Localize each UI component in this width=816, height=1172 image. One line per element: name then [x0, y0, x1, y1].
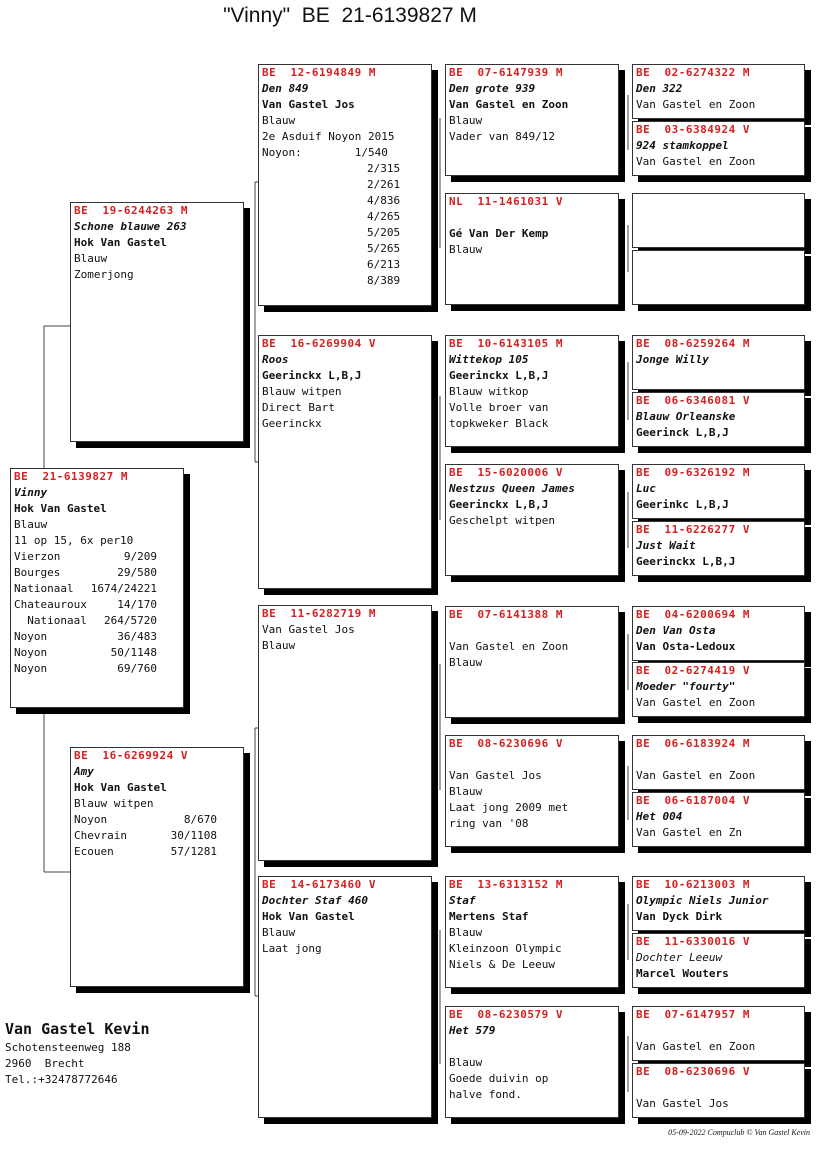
pigeon-name: Den Van Osta — [636, 624, 716, 637]
info-line: Blauw witkop — [449, 385, 529, 398]
info-line: Blauw — [449, 114, 483, 127]
ring-number: BE 08-6230696 V — [449, 737, 563, 750]
info-line: Blauw witpen — [74, 797, 154, 810]
race-place: 5/265 — [367, 242, 401, 255]
loft-name — [449, 1039, 618, 1055]
owner-info — [5, 1018, 150, 1088]
info-line: Laat jong — [262, 942, 322, 955]
page-title: "Vinny" BE 21-6139827 M — [223, 4, 477, 27]
info-line: Blauw witpen — [262, 385, 342, 398]
ring-number: BE 21-6139827 M — [14, 470, 128, 483]
ring-number: BE 07-6141388 M — [449, 608, 563, 621]
pedigree-card-gen3[interactable] — [445, 606, 619, 718]
race-result: Noyon 36/483 — [14, 630, 157, 643]
info-line: Zomerjong — [74, 268, 134, 281]
race-result: Vierzon 9/209 — [14, 550, 157, 563]
race-place: 5/205 — [367, 226, 401, 239]
pigeon-name — [636, 1023, 804, 1039]
pedigree-card-gen3[interactable] — [445, 876, 619, 988]
info-line: Blauw — [14, 518, 48, 531]
owner-city: 2960 Brecht — [5, 1057, 85, 1070]
info-line: Niels & De Leeuw — [449, 958, 555, 971]
pigeon-name: Nestzus Queen James — [449, 482, 575, 495]
ring-number: BE 15-6020006 V — [449, 466, 563, 479]
info-line: Kleinzoon Olympic — [449, 942, 562, 955]
race-place: 4/265 — [367, 210, 401, 223]
info-line: Van Gastel en Zn — [636, 826, 742, 839]
pedigree-card-sire-dam[interactable] — [258, 335, 432, 589]
race-result: Nationaal 264/5720 — [14, 614, 157, 627]
pedigree-card-gen4[interactable] — [632, 121, 805, 176]
pedigree-card-gen3[interactable] — [445, 335, 619, 447]
ring-number: BE 10-6143105 M — [449, 337, 563, 350]
loft-name: Geerinckx L,B,J — [262, 369, 362, 382]
ring-number: BE 04-6200694 M — [636, 608, 750, 621]
info-line: 2e Asduif Noyon 2015 — [262, 130, 395, 143]
loft-name: Van Gastel Jos — [262, 623, 355, 636]
loft-name: Van Gastel en Zoon — [449, 640, 569, 653]
ring-number: BE 19-6244263 M — [74, 204, 188, 217]
pedigree-card-gen4[interactable] — [632, 735, 805, 790]
ring-number: BE 11-6330016 V — [636, 935, 750, 948]
info-line: halve fond. — [449, 1088, 522, 1101]
pedigree-card-sire[interactable] — [70, 202, 244, 442]
loft-name: Hok Van Gastel — [74, 236, 167, 249]
pigeon-name — [449, 752, 618, 768]
ring-number: BE 02-6274419 V — [636, 664, 750, 677]
loft-name: Geerinckx L,B,J — [449, 498, 549, 511]
pigeon-name: Het 004 — [636, 810, 683, 823]
pigeon-name: 924 stamkoppel — [636, 139, 729, 152]
ring-number: NL 11-1461031 V — [449, 195, 563, 208]
ring-number: BE 06-6187004 V — [636, 794, 750, 807]
pigeon-name: Just Wait — [636, 539, 696, 552]
pigeon-name: Schone blauwe 263 — [74, 220, 187, 233]
loft-name: Geerinckx L,B,J — [636, 555, 736, 568]
ring-number: BE 08-6259264 M — [636, 337, 750, 350]
owner-phone: Tel.:+32478772646 — [5, 1073, 118, 1086]
pigeon-name: Luc — [636, 482, 656, 495]
info-line: Blauw — [449, 785, 483, 798]
info-line: Blauw — [74, 252, 108, 265]
ring-number: BE 07-6147957 M — [636, 1008, 750, 1021]
pedigree-card-gen4[interactable] — [632, 1006, 805, 1061]
pigeon-name: Moeder "fourty" — [636, 680, 736, 693]
ring-number: BE 06-6346081 V — [636, 394, 750, 407]
pedigree-card-dam-dam[interactable] — [258, 876, 432, 1118]
ring-number: BE 16-6269904 V — [262, 337, 376, 350]
info-line: Van Gastel en Zoon — [636, 1040, 756, 1053]
info-line: Van Gastel Jos — [636, 1097, 729, 1110]
race-result: Chateauroux 14/170 — [14, 598, 157, 611]
race-result: Noyon 8/670 — [74, 813, 217, 826]
pedigree-card-gen3[interactable] — [445, 1006, 619, 1118]
race-result: Noyon 50/1148 — [14, 646, 157, 659]
pedigree-card-gen4[interactable] — [632, 1063, 805, 1118]
info-line: Blauw — [262, 114, 296, 127]
pedigree-card-gen4[interactable] — [632, 464, 805, 519]
pigeon-name — [636, 752, 804, 768]
race-place: 4/836 — [367, 194, 401, 207]
info-line: Blauw — [449, 1056, 483, 1069]
info-line: Geschelpt witpen — [449, 514, 555, 527]
race-result: Nationaal 1674/24221 — [14, 582, 157, 595]
race-place: 8/389 — [367, 274, 401, 287]
loft-name: Van Dyck Dirk — [636, 910, 723, 923]
owner-name: Van Gastel Kevin — [5, 1020, 150, 1038]
ring-number: BE 08-6230696 V — [636, 1065, 750, 1078]
loft-name: Van Gastel en Zoon — [449, 98, 569, 111]
info-line: Van Gastel en Zoon — [636, 696, 756, 709]
pigeon-name: Den 322 — [636, 82, 683, 95]
race-place: 6/213 — [367, 258, 401, 271]
info-line: Van Gastel en Zoon — [636, 769, 756, 782]
race-result: Chevrain 30/1108 — [74, 829, 217, 842]
race-place: 2/315 — [367, 162, 401, 175]
ring-number: BE 09-6326192 M — [636, 466, 750, 479]
loft-name: Geerinck L,B,J — [636, 426, 729, 439]
pigeon-name: Vinny — [14, 486, 48, 499]
info-line: Goede duivin op — [449, 1072, 549, 1085]
loft-name: Marcel Wouters — [636, 967, 729, 980]
pedigree-card-gen4-empty[interactable] — [632, 193, 805, 248]
info-line: Van Gastel en Zoon — [636, 155, 756, 168]
pedigree-card-gen3[interactable] — [445, 64, 619, 176]
pigeon-name — [449, 210, 618, 226]
ring-number: BE 06-6183924 M — [636, 737, 750, 750]
pigeon-name — [636, 1080, 804, 1096]
race-result: Noyon 69/760 — [14, 662, 157, 675]
pedigree-card-gen3[interactable] — [445, 735, 619, 847]
loft-name: Geerinckx L,B,J — [449, 369, 549, 382]
pedigree-card-gen4[interactable] — [632, 64, 805, 119]
ring-number: BE 16-6269924 V — [74, 749, 188, 762]
ring-number: BE 14-6173460 V — [262, 878, 376, 891]
ring-number: BE 11-6226277 V — [636, 523, 750, 536]
pedigree-card-gen4[interactable] — [632, 876, 805, 931]
pigeon-name: Het 579 — [449, 1024, 496, 1037]
pigeon-name: Roos — [262, 353, 289, 366]
loft-name: Mertens Staf — [449, 910, 529, 923]
info-line: Blauw — [449, 656, 483, 669]
info-line: Geerinckx — [262, 417, 322, 430]
race-result: Bourges 29/580 — [14, 566, 157, 579]
loft-name: Gé Van Der Kemp — [449, 227, 549, 240]
pedigree-card-gen3[interactable] — [445, 464, 619, 576]
info-line: Blauw — [262, 926, 296, 939]
pigeon-name: Dochter Staf 460 — [262, 894, 368, 907]
ring-number: BE 10-6213003 M — [636, 878, 750, 891]
pigeon-name: Jonge Willy — [636, 353, 709, 366]
owner-address: Schotensteenweg 188 — [5, 1041, 131, 1054]
loft-name: Van Gastel Jos — [262, 98, 355, 111]
info-line: Laat jong 2009 met — [449, 801, 569, 814]
info-line: Direct Bart — [262, 401, 335, 414]
info-line: Volle broer van — [449, 401, 549, 414]
pedigree-card-dam[interactable] — [70, 747, 244, 987]
ring-number: BE 02-6274322 M — [636, 66, 750, 79]
pigeon-name: Olympic Niels Junior — [636, 894, 769, 907]
info-line: 11 op 15, 6x per10 — [14, 534, 134, 547]
info-line: topkweker Black — [449, 417, 549, 430]
pedigree-card-gen4[interactable] — [632, 792, 805, 847]
ring-number: BE 13-6313152 M — [449, 878, 563, 891]
pigeon-name: Staf — [449, 894, 476, 907]
pigeon-name: Dochter Leeuw — [636, 951, 723, 964]
pedigree-card-gen4[interactable] — [632, 392, 805, 447]
pedigree-card-gen4[interactable] — [632, 662, 805, 717]
loft-name: Hok Van Gastel — [74, 781, 167, 794]
loft-name: Hok Van Gastel — [262, 910, 355, 923]
pedigree-card-subject[interactable] — [10, 468, 184, 708]
pigeon-name — [449, 623, 618, 639]
pigeon-name: Den grote 939 — [449, 82, 536, 95]
pedigree-card-sire-sire[interactable] — [258, 64, 432, 306]
pigeon-name: Den 849 — [262, 82, 309, 95]
footer-credit: 05-09-2022 Compuclub © Van Gastel Kevin — [668, 1128, 810, 1137]
ring-number: BE 03-6384924 V — [636, 123, 750, 136]
pigeon-name: Blauw Orleanske — [636, 410, 736, 423]
ring-number: BE 08-6230579 V — [449, 1008, 563, 1021]
pedigree-card-gen4[interactable] — [632, 335, 805, 390]
ring-number: BE 07-6147939 M — [449, 66, 563, 79]
race-place: 2/261 — [367, 178, 401, 191]
pedigree-card-gen4[interactable] — [632, 606, 805, 661]
race-result: Ecouen 57/1281 — [74, 845, 217, 858]
ring-number: BE 11-6282719 M — [262, 607, 376, 620]
loft-name: Hok Van Gastel — [14, 502, 107, 515]
info-line: Blauw — [449, 243, 483, 256]
info-line: Vader van 849/12 — [449, 130, 555, 143]
pedigree-card-gen3[interactable] — [445, 193, 619, 305]
info-line: Noyon: 1/540 — [262, 146, 388, 159]
loft-name: Geerinkc L,B,J — [636, 498, 729, 511]
pedigree-card-gen4[interactable] — [632, 933, 805, 988]
ring-number: BE 12-6194849 M — [262, 66, 376, 79]
pigeon-name: Amy — [74, 765, 94, 778]
pedigree-card-gen4[interactable] — [632, 521, 805, 576]
info-line: Blauw — [262, 639, 296, 652]
pigeon-name: Wittekop 105 — [449, 353, 529, 366]
pedigree-card-gen4-empty[interactable] — [632, 250, 805, 305]
pedigree-card-dam-sire[interactable] — [258, 605, 432, 861]
info-line: Van Gastel en Zoon — [636, 98, 756, 111]
info-line: ring van '08 — [449, 817, 529, 830]
loft-name: Van Gastel Jos — [449, 769, 542, 782]
info-line: Blauw — [449, 926, 483, 939]
loft-name: Van Osta-Ledoux — [636, 640, 736, 653]
